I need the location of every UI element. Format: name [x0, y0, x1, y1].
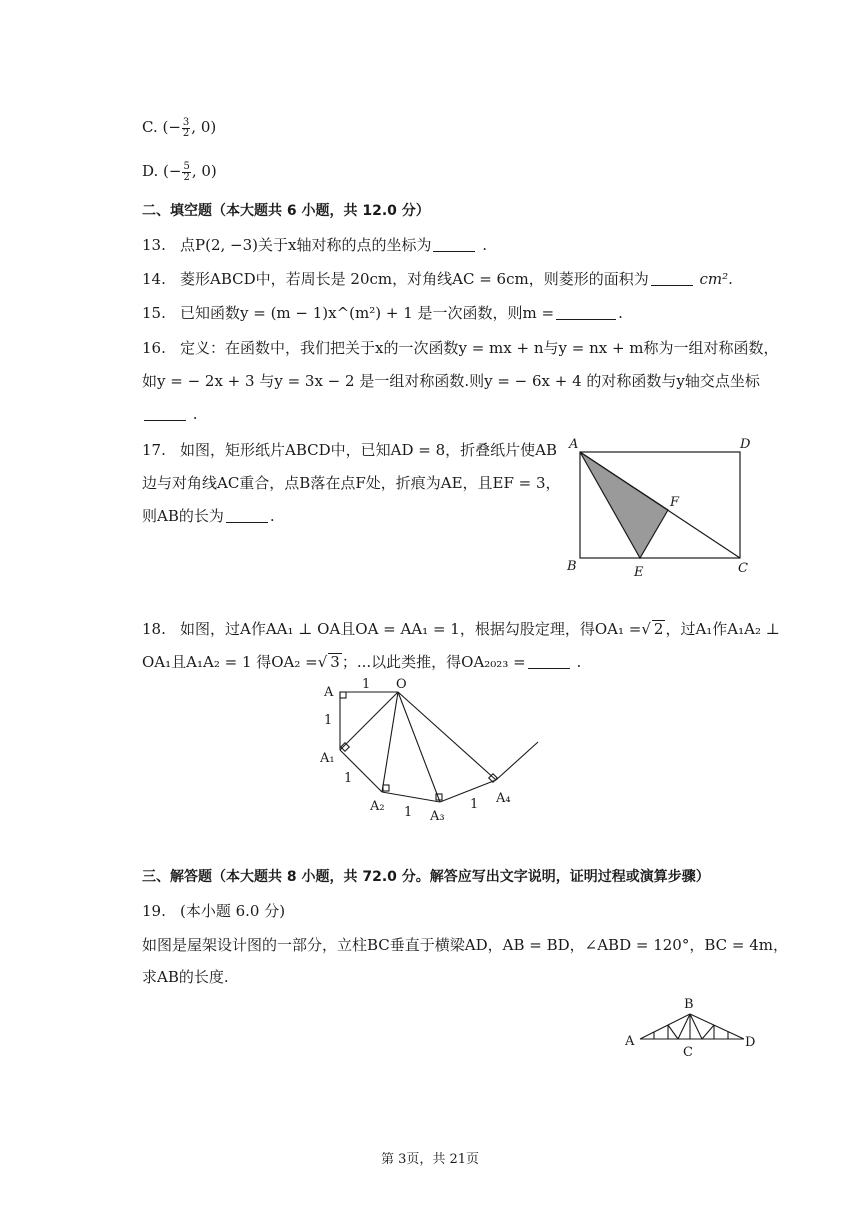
segment-oa4 — [398, 692, 496, 780]
question-19-header — [142, 900, 285, 922]
fraction — [182, 118, 190, 139]
label-length-1: 1 — [324, 713, 333, 728]
question-text: ，过A₁作A₁A₂ ⊥ — [665, 620, 780, 638]
answer-blank[interactable] — [528, 654, 570, 669]
question-18-line2 — [142, 651, 581, 673]
sqrt-symbol: √ — [317, 653, 328, 671]
unit: cm². — [699, 270, 733, 288]
truss-member — [702, 1025, 714, 1039]
question-16-line3 — [142, 403, 198, 425]
question-13 — [142, 234, 487, 256]
rectangle-fold-figure — [560, 432, 760, 580]
truss-member — [678, 1014, 690, 1039]
answer-blank[interactable] — [651, 271, 693, 286]
question-17-line3 — [142, 505, 275, 527]
truss-member — [690, 1014, 702, 1039]
minus-sign: − — [168, 162, 182, 180]
label-c: C — [683, 1045, 693, 1060]
right-angle-mark-a1 — [341, 743, 349, 751]
page-footer: 第 3页，共 21页 — [380, 1152, 480, 1167]
label-f: F — [670, 495, 680, 510]
diagonal-ac — [580, 452, 740, 558]
question-16-line1 — [142, 337, 779, 359]
question-text: ；...以此类推，得OA₂₀₂₃ = — [341, 653, 526, 671]
question-number: 17. — [142, 441, 166, 459]
option-c: C. (− $\frac{3}{2}$ , 0) — [142, 116, 217, 139]
question-14 — [142, 268, 733, 290]
question-tail: . — [192, 405, 198, 423]
label-a1: A₁ — [320, 751, 335, 766]
option-tail: , 0) — [191, 162, 217, 180]
question-text: 已知函数y = (m − 1)x^(m²) + 1 是一次函数，则m = — [180, 304, 555, 322]
denominator: 2 — [183, 171, 190, 183]
question-19-line1: 如图是屋架设计图的一部分，立柱BC垂直于横梁AD，AB = BD，∠ABD = 120°，BC = 4m， — [142, 936, 788, 954]
question-19-line2: 求AB的长度. — [142, 968, 229, 986]
label-a: A — [569, 437, 579, 452]
question-number: 16. — [142, 339, 166, 357]
denominator: 2 — [182, 127, 190, 139]
question-number: 15. — [142, 304, 166, 322]
answer-blank[interactable] — [226, 508, 268, 523]
label-d: D — [740, 437, 751, 452]
label-a: A — [625, 1034, 635, 1049]
section-2-title: 二、填空题（本大题共 6 小题，共 12.0 分） — [142, 203, 430, 219]
label-a2: A₂ — [370, 799, 385, 814]
question-17-line2: 边与对角线AC重合，点B落在点F处，折痕为AE，且EF = 3， — [142, 474, 561, 492]
sqrt-radicand: 3 — [330, 653, 340, 671]
label-length-1: 1 — [362, 677, 371, 692]
label-e: E — [634, 565, 644, 580]
label-b: B — [684, 997, 694, 1012]
question-18-line1 — [142, 618, 780, 640]
question-text: 则AB的长为 — [142, 507, 224, 525]
right-angle-mark-a2 — [383, 785, 389, 791]
segment-a3a4 — [440, 780, 496, 802]
question-tail: . — [482, 236, 488, 254]
numerator: 3 — [182, 116, 190, 128]
label-a: A — [324, 685, 334, 700]
question-text: 菱形ABCD中，若周长是 20cm，对角线AC = 6cm，则菱形的面积为 — [180, 270, 649, 288]
question-tail: . — [618, 304, 623, 322]
segment-oa3 — [398, 692, 440, 802]
question-15 — [142, 302, 623, 324]
label-a3: A₃ — [430, 809, 445, 824]
option-label: D. — [142, 162, 159, 180]
section-3-title: 三、解答题（本大题共 8 小题，共 72.0 分。解答应写出文字说明，证明过程或演算步骤） — [142, 869, 710, 885]
question-number: 19. — [142, 902, 166, 920]
rafter-bd — [690, 1014, 744, 1039]
question-text: 如图，矩形纸片ABCD中，已知AD = 8，折叠纸片使AB — [180, 441, 558, 459]
shaded-triangle-aef — [580, 452, 668, 558]
question-text: 定义：在函数中，我们把关于x的一次函数y = mx + n与y = nx + m称为一组对称函数， — [180, 339, 779, 357]
question-tail: . — [269, 507, 275, 525]
label-length-1: 1 — [470, 797, 479, 812]
rafter-ab — [640, 1014, 690, 1039]
label-a4: A₄ — [496, 791, 511, 806]
question-17-line1 — [142, 439, 557, 461]
spiral-triangle-figure — [310, 676, 550, 830]
answer-blank[interactable] — [556, 305, 616, 320]
option-label: C. — [142, 118, 158, 136]
label-length-1: 1 — [404, 805, 413, 820]
option-tail: , 0) — [191, 118, 217, 136]
label-o: O — [396, 677, 407, 692]
right-angle-mark-a — [340, 692, 346, 698]
minus-sign: − — [168, 118, 181, 136]
sqrt-radicand: 2 — [653, 620, 664, 638]
fraction — [182, 162, 190, 183]
option-d: D. (− $\frac{5}{2}$ , 0) — [142, 160, 217, 183]
segment-oa1 — [340, 692, 398, 750]
question-text: 点P(2, −3)关于x轴对称的点的坐标为 — [180, 236, 432, 254]
label-c: C — [738, 561, 748, 576]
question-score: (本小题 6.0 分) — [180, 902, 286, 920]
segment-a4-continuation — [496, 742, 538, 780]
answer-blank[interactable] — [433, 237, 475, 252]
question-text: OA₁且A₁A₂ = 1 得OA₂ = — [142, 653, 318, 671]
segment-a2a3 — [382, 792, 440, 802]
question-tail: . — [576, 653, 582, 671]
question-number: 14. — [142, 270, 166, 288]
roof-truss-figure — [620, 994, 760, 1060]
label-d: D — [745, 1035, 756, 1050]
truss-member — [668, 1025, 678, 1039]
label-length-1: 1 — [344, 771, 353, 786]
numerator: 5 — [183, 160, 190, 172]
answer-blank[interactable] — [144, 406, 186, 421]
question-16-line2: 如y = − 2x + 3 与y = 3x − 2 是一组对称函数.则y = − 6x + 4 的对称函数与y轴交点坐标 — [142, 372, 760, 390]
sqrt-symbol: √ — [641, 620, 651, 638]
segment-oa2 — [382, 692, 398, 792]
label-b: B — [567, 559, 577, 574]
question-text: 如图，过A作AA₁ ⊥ OA且OA = AA₁ = 1，根据勾股定理，得OA₁ = — [180, 620, 642, 638]
question-number: 13. — [142, 236, 166, 254]
question-number: 18. — [142, 620, 166, 638]
